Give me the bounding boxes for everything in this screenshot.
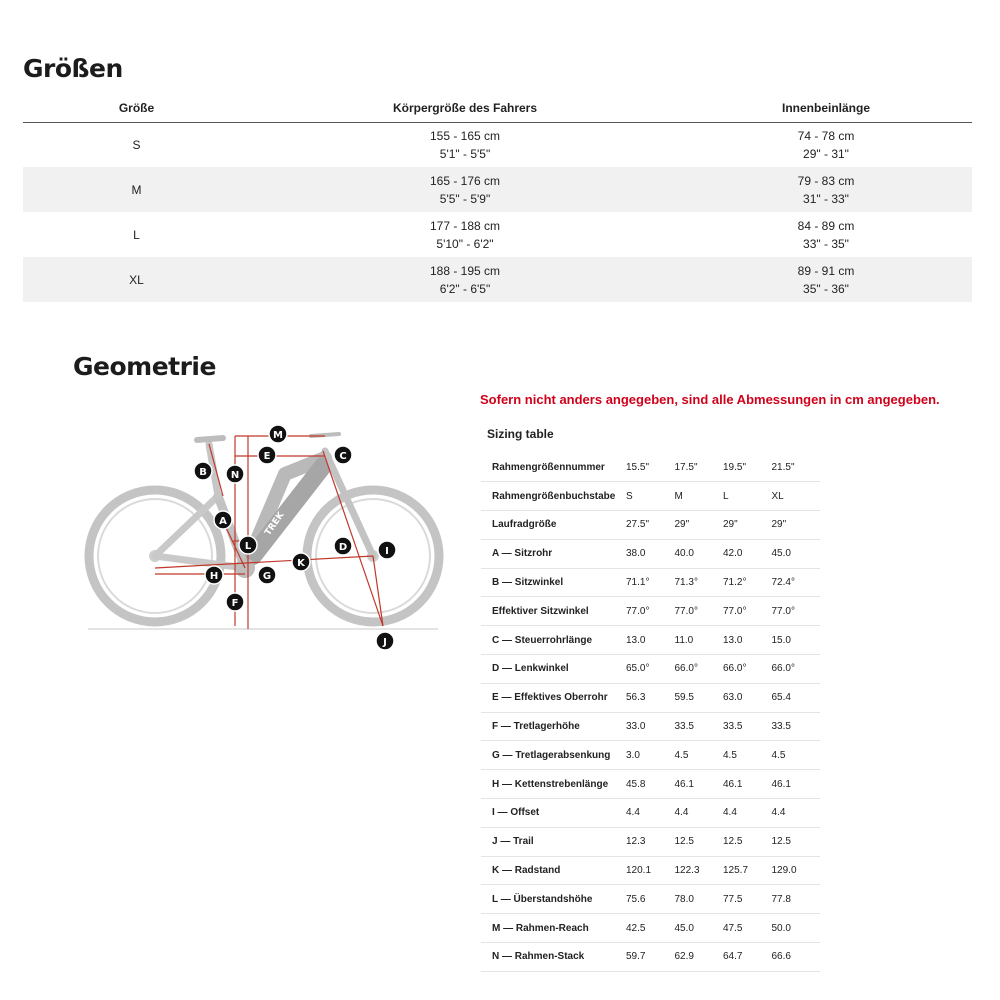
geometry-value: 59.5	[675, 683, 724, 712]
table-row	[481, 453, 820, 482]
geometry-value: 29"	[675, 511, 724, 540]
svg-text:K: K	[297, 558, 305, 569]
rider-height-cell	[250, 167, 680, 212]
sizing-table-caption: Sizing table	[487, 427, 554, 441]
geometry-value: 45.0	[675, 914, 724, 943]
geometry-label: F — Tretlagerhöhe	[481, 712, 626, 741]
geometry-value: 4.5	[772, 741, 821, 770]
badge-c	[334, 446, 352, 464]
geometry-value: L	[723, 482, 772, 511]
geometry-value: 46.1	[772, 770, 821, 799]
inseam-cm: 74 - 78 cm	[797, 128, 855, 143]
geometry-value: 77.8	[772, 885, 821, 914]
badge-i	[378, 541, 396, 559]
geometry-label: M — Rahmen-Reach	[481, 914, 626, 943]
geometry-value: 77.0°	[675, 597, 724, 626]
table-row	[481, 597, 820, 626]
geometry-value: 4.4	[772, 799, 821, 828]
inseam-cell	[680, 167, 972, 212]
geometry-label: N — Rahmen-Stack	[481, 943, 626, 972]
svg-text:C: C	[339, 451, 347, 462]
rider-height-cell	[250, 212, 680, 257]
geometry-value: 4.4	[675, 799, 724, 828]
geometry-value: 45.8	[626, 770, 675, 799]
geometry-value: 33.0	[626, 712, 675, 741]
geometry-value: 4.5	[723, 741, 772, 770]
table-row	[481, 655, 820, 684]
sizes-header-row	[23, 94, 972, 122]
geometry-value: 33.5	[675, 712, 724, 741]
geometry-value: 71.2°	[723, 568, 772, 597]
geometry-value: 4.5	[675, 741, 724, 770]
geometry-value: 21.5"	[772, 453, 821, 482]
geometry-value: 77.5	[723, 885, 772, 914]
geometry-value: 56.3	[626, 683, 675, 712]
geometry-value: M	[675, 482, 724, 511]
inseam-cm: 79 - 83 cm	[797, 173, 855, 188]
geometry-label: A — Sitzrohr	[481, 539, 626, 568]
badge-a	[214, 511, 232, 529]
bike-geometry-diagram	[73, 396, 448, 668]
geometry-value: 71.3°	[675, 568, 724, 597]
svg-text:B: B	[199, 467, 207, 478]
table-row	[481, 482, 820, 511]
geometry-value: 40.0	[675, 539, 724, 568]
inseam-cm: 84 - 89 cm	[797, 218, 855, 233]
geometry-label: E — Effektives Oberrohr	[481, 683, 626, 712]
table-row	[481, 914, 820, 943]
table-row	[481, 943, 820, 972]
geometry-value: 12.3	[626, 827, 675, 856]
geometry-value: 72.4°	[772, 568, 821, 597]
geometry-value: 62.9	[675, 943, 724, 972]
geometry-label: J — Trail	[481, 827, 626, 856]
table-row	[481, 856, 820, 885]
badge-n	[226, 465, 244, 483]
geometry-value: 11.0	[675, 626, 724, 655]
geometry-label: G — Tretlagerabsenkung	[481, 741, 626, 770]
height-cm: 177 - 188 cm	[429, 218, 501, 233]
geometry-value: 46.1	[675, 770, 724, 799]
height-ft: 6'2" - 6'5"	[439, 281, 491, 296]
geometry-value: 50.0	[772, 914, 821, 943]
geometry-value: 19.5"	[723, 453, 772, 482]
geometry-value: 27.5"	[626, 511, 675, 540]
svg-text:H: H	[209, 571, 219, 582]
column-header-inseam: Innenbeinlänge	[680, 94, 972, 122]
inseam-cell	[680, 212, 972, 257]
badge-d	[334, 537, 352, 555]
table-row	[481, 626, 820, 655]
svg-text:I: I	[385, 546, 389, 557]
svg-text:G: G	[262, 571, 272, 582]
table-row	[23, 257, 972, 302]
inseam-cell	[680, 257, 972, 302]
inseam-cm: 89 - 91 cm	[797, 263, 855, 278]
geometry-value: 66.0°	[772, 655, 821, 684]
geometry-value: 33.5	[772, 712, 821, 741]
geometry-value: 4.4	[723, 799, 772, 828]
badge-j	[376, 632, 394, 650]
geometry-value: 78.0	[675, 885, 724, 914]
size-cell: M	[23, 167, 250, 212]
badge-g	[258, 566, 276, 584]
column-header-rider-height: Körpergröße des Fahrers	[250, 94, 680, 122]
sizes-table	[23, 94, 972, 302]
table-row	[23, 212, 972, 257]
inseam-in: 29" - 31"	[803, 146, 849, 161]
geometry-value: 12.5	[723, 827, 772, 856]
inseam-in: 35" - 36"	[803, 281, 849, 296]
svg-text:M: M	[273, 430, 283, 441]
geometry-value: 45.0	[772, 539, 821, 568]
geometry-value: 4.4	[626, 799, 675, 828]
geometry-value: 42.0	[723, 539, 772, 568]
geometry-label: D — Lenkwinkel	[481, 655, 626, 684]
height-ft: 5'5" - 5'9"	[439, 191, 491, 206]
table-row	[481, 741, 820, 770]
geometry-value: 47.5	[723, 914, 772, 943]
table-row	[481, 511, 820, 540]
geometry-value: 65.4	[772, 683, 821, 712]
geometry-value: 122.3	[675, 856, 724, 885]
inseam-in: 33" - 35"	[803, 236, 849, 251]
table-row	[23, 167, 972, 212]
geometry-value: 29"	[723, 511, 772, 540]
geometry-value: 15.5"	[626, 453, 675, 482]
badge-e	[258, 446, 276, 464]
height-cm: 165 - 176 cm	[429, 173, 501, 188]
height-cm: 188 - 195 cm	[429, 263, 501, 278]
geometry-heading: Geometrie	[73, 352, 216, 381]
bike-illustration	[73, 396, 448, 668]
svg-text:J: J	[383, 637, 387, 648]
geometry-value: 66.0°	[723, 655, 772, 684]
badge-k	[292, 553, 310, 571]
table-row	[481, 683, 820, 712]
table-row	[481, 539, 820, 568]
geometry-label: H — Kettenstrebenlänge	[481, 770, 626, 799]
geometry-label: Rahmengrößenbuchstabe	[481, 482, 626, 511]
badge-f	[226, 593, 244, 611]
geometry-value: 17.5"	[675, 453, 724, 482]
geometry-value: 12.5	[675, 827, 724, 856]
geometry-label: K — Radstand	[481, 856, 626, 885]
frame-brand-label: TREK	[263, 510, 287, 538]
badge-l	[239, 536, 257, 554]
column-header-size: Größe	[23, 94, 250, 122]
table-row	[481, 568, 820, 597]
geometry-value: 3.0	[626, 741, 675, 770]
geometry-value: 13.0	[626, 626, 675, 655]
size-cell: XL	[23, 257, 250, 302]
geometry-value: 125.7	[723, 856, 772, 885]
geometry-value: 66.0°	[675, 655, 724, 684]
badge-b	[194, 462, 212, 480]
geometry-label: I — Offset	[481, 799, 626, 828]
geometry-value: 59.7	[626, 943, 675, 972]
rider-height-cell	[250, 257, 680, 302]
geometry-value: 71.1°	[626, 568, 675, 597]
geometry-label: Effektiver Sitzwinkel	[481, 597, 626, 626]
geometry-value: 13.0	[723, 626, 772, 655]
svg-text:D: D	[338, 542, 348, 553]
geometry-value: 46.1	[723, 770, 772, 799]
geometry-value: 12.5	[772, 827, 821, 856]
geometry-value: 120.1	[626, 856, 675, 885]
geometry-label: Laufradgröße	[481, 511, 626, 540]
geometry-label: L — Überstandshöhe	[481, 885, 626, 914]
height-ft: 5'1" - 5'5"	[439, 146, 491, 161]
geometry-value: 42.5	[626, 914, 675, 943]
geometry-value: 77.0°	[772, 597, 821, 626]
badge-m	[269, 425, 287, 443]
geometry-value: 33.5	[723, 712, 772, 741]
rider-height-cell	[250, 122, 680, 167]
geometry-value: 64.7	[723, 943, 772, 972]
geometry-value: 65.0°	[626, 655, 675, 684]
height-cm: 155 - 165 cm	[429, 128, 501, 143]
geometry-label: B — Sitzwinkel	[481, 568, 626, 597]
geometry-label: Rahmengrößennummer	[481, 453, 626, 482]
geometry-label: C — Steuerrohrlänge	[481, 626, 626, 655]
table-row	[23, 122, 972, 167]
geometry-value: 63.0	[723, 683, 772, 712]
geometry-value: 38.0	[626, 539, 675, 568]
svg-text:E: E	[263, 451, 271, 462]
table-row	[481, 885, 820, 914]
svg-text:F: F	[231, 598, 239, 609]
geometry-value: 129.0	[772, 856, 821, 885]
geometry-value: 77.0°	[626, 597, 675, 626]
table-row	[481, 712, 820, 741]
inseam-cell	[680, 122, 972, 167]
sizes-heading: Größen	[23, 54, 123, 83]
geometry-value: 29"	[772, 511, 821, 540]
svg-text:A: A	[219, 516, 227, 527]
geometry-value: XL	[772, 482, 821, 511]
table-row	[481, 770, 820, 799]
table-row	[481, 827, 820, 856]
geometry-value: S	[626, 482, 675, 511]
height-ft: 5'10" - 6'2"	[436, 236, 494, 251]
svg-text:L: L	[244, 541, 252, 552]
size-cell: L	[133, 227, 140, 242]
units-note: Sofern nicht anders angegeben, sind alle Abmessungen in cm angegeben.	[480, 392, 940, 407]
table-row	[481, 799, 820, 828]
geometry-value: 77.0°	[723, 597, 772, 626]
badge-h	[205, 566, 223, 584]
geometry-table	[481, 453, 820, 972]
geometry-value: 75.6	[626, 885, 675, 914]
geometry-value: 66.6	[772, 943, 821, 972]
geometry-value: 15.0	[772, 626, 821, 655]
inseam-in: 31" - 33"	[803, 191, 849, 206]
svg-text:N: N	[230, 470, 240, 481]
size-cell: S	[132, 137, 141, 152]
